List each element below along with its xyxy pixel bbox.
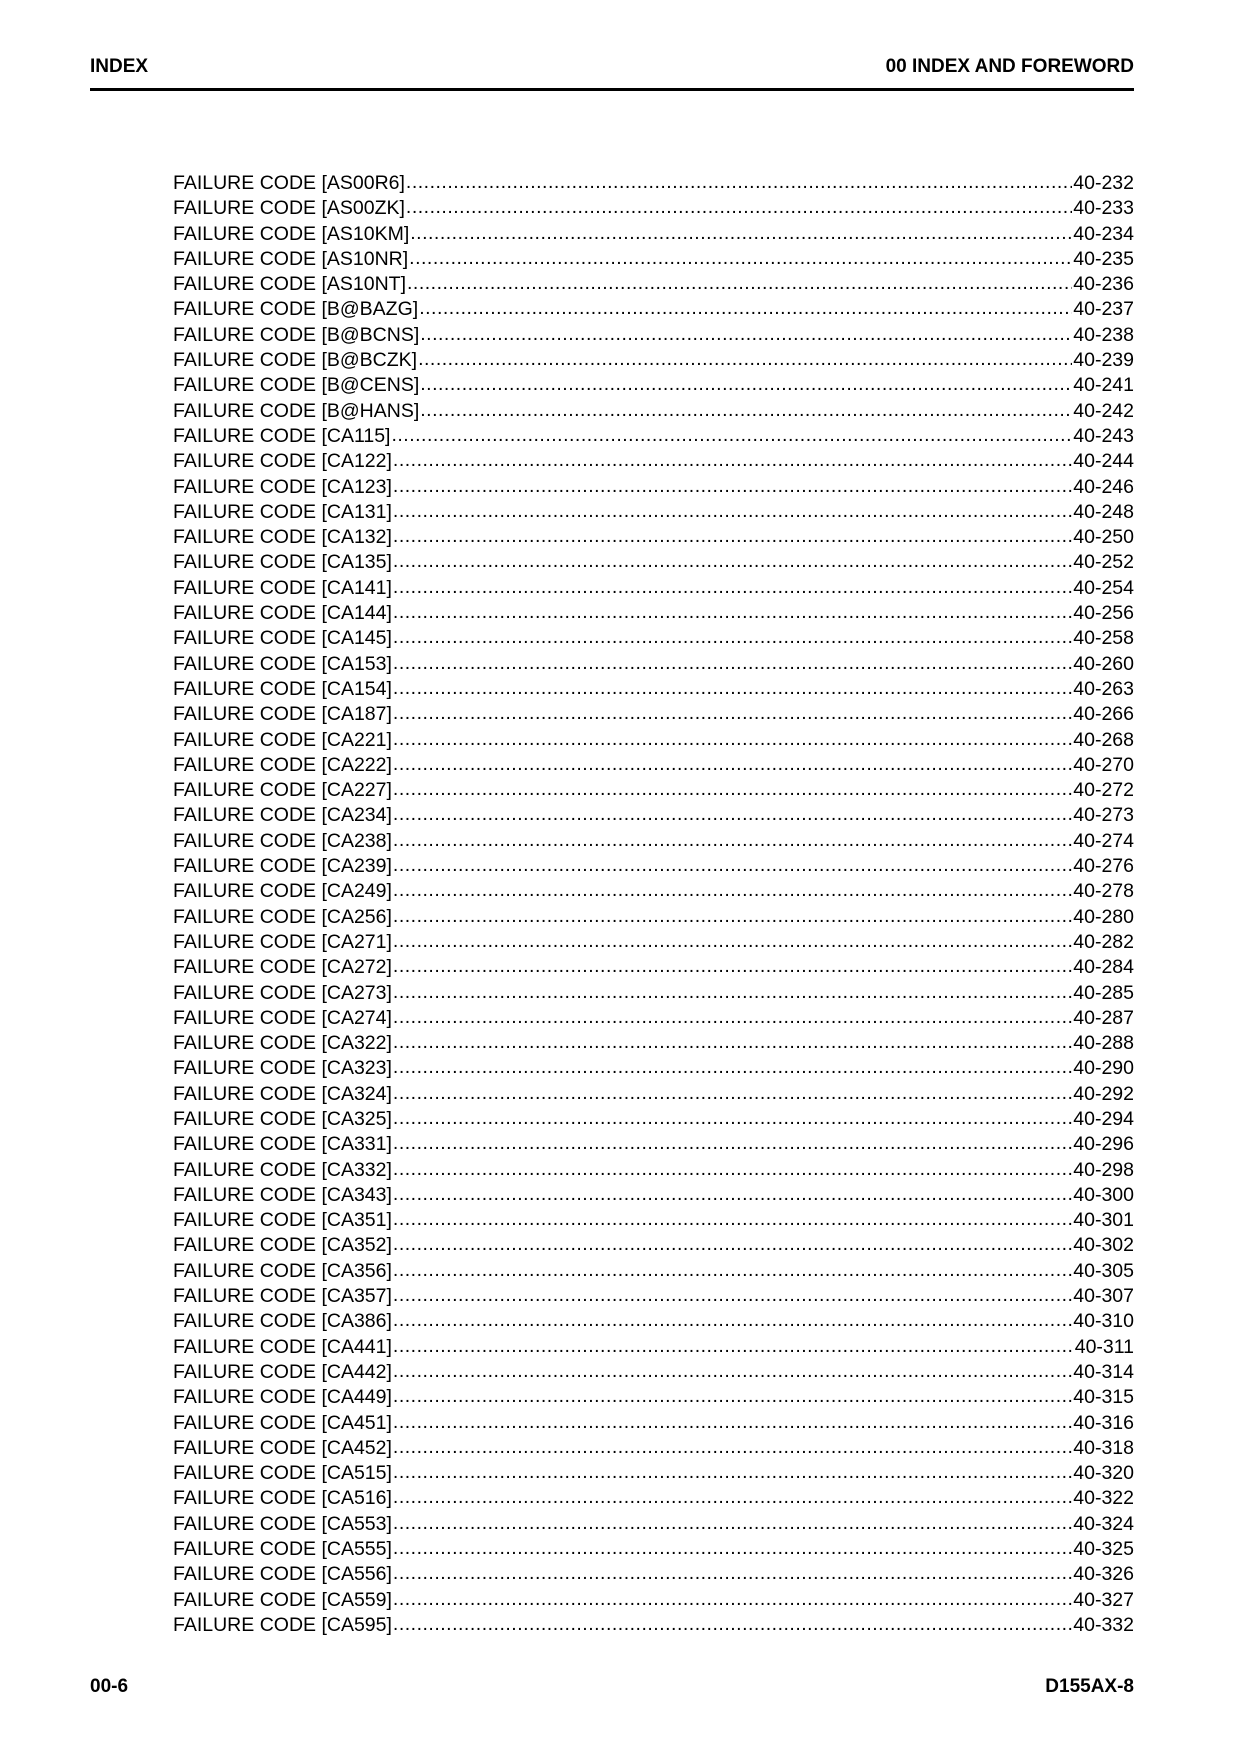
dot-leader [393, 575, 1072, 600]
entry-page-ref: 40-296 [1073, 1133, 1134, 1156]
index-entry[interactable] [173, 677, 1134, 702]
entry-page-ref: 40-284 [1073, 956, 1134, 979]
dot-leader [420, 398, 1072, 423]
dot-leader [393, 1232, 1072, 1257]
dot-leader [393, 1359, 1072, 1384]
entry-label: FAILURE CODE [CA131] [173, 500, 392, 523]
dot-leader [393, 1106, 1072, 1131]
index-entry[interactable] [173, 803, 1134, 828]
entry-label: FAILURE CODE [CA115] [173, 424, 391, 447]
index-entry[interactable] [173, 778, 1134, 803]
entry-page-ref: 40-254 [1073, 576, 1134, 599]
entry-page-ref: 40-272 [1073, 779, 1134, 802]
entry-label: FAILURE CODE [CA227] [173, 779, 392, 802]
entry-page-ref: 40-292 [1073, 1082, 1134, 1105]
entry-page-ref: 40-252 [1073, 551, 1134, 574]
dot-leader [393, 980, 1072, 1005]
dot-leader [393, 1283, 1072, 1308]
entry-label: FAILURE CODE [CA559] [173, 1588, 392, 1611]
dot-leader [409, 246, 1072, 271]
dot-leader [393, 1612, 1072, 1637]
index-entry[interactable] [173, 1107, 1134, 1132]
entry-page-ref: 40-316 [1073, 1411, 1134, 1434]
index-entry[interactable] [173, 601, 1134, 626]
entry-label: FAILURE CODE [CA123] [173, 475, 392, 498]
entry-label: FAILURE CODE [AS00ZK] [173, 197, 405, 220]
index-entry[interactable] [173, 981, 1134, 1006]
entry-page-ref: 40-310 [1073, 1310, 1134, 1333]
entry-page-ref: 40-327 [1073, 1588, 1134, 1611]
entry-page-ref: 40-314 [1073, 1360, 1134, 1383]
dot-leader [393, 1334, 1074, 1359]
entry-label: FAILURE CODE [CA386] [173, 1310, 392, 1333]
entry-label: FAILURE CODE [CA239] [173, 855, 392, 878]
index-entry[interactable] [173, 955, 1134, 980]
entry-page-ref: 40-274 [1073, 829, 1134, 852]
entry-page-ref: 40-239 [1073, 349, 1134, 372]
entry-page-ref: 40-307 [1073, 1285, 1134, 1308]
index-entry[interactable] [173, 1562, 1134, 1587]
entry-label: FAILURE CODE [CA122] [173, 450, 392, 473]
entry-page-ref: 40-320 [1073, 1462, 1134, 1485]
dot-leader [406, 170, 1072, 195]
index-entry[interactable] [173, 1158, 1134, 1183]
entry-label: FAILURE CODE [CA234] [173, 804, 392, 827]
index-entry[interactable] [173, 272, 1134, 297]
index-entry[interactable] [173, 1436, 1134, 1461]
entry-label: FAILURE CODE [CA553] [173, 1512, 392, 1535]
entry-label: FAILURE CODE [CA322] [173, 1032, 392, 1055]
index-entry[interactable] [173, 500, 1134, 525]
entry-label: FAILURE CODE [CA274] [173, 1006, 392, 1029]
dot-leader [418, 347, 1072, 372]
entry-label: FAILURE CODE [CA351] [173, 1209, 392, 1232]
entry-label: FAILURE CODE [CA441] [173, 1335, 392, 1358]
entry-label: FAILURE CODE [CA323] [173, 1057, 392, 1080]
dot-leader [393, 1308, 1072, 1333]
entry-label: FAILURE CODE [CA273] [173, 981, 392, 1004]
entry-page-ref: 40-301 [1073, 1209, 1134, 1232]
index-entry[interactable] [173, 753, 1134, 778]
dot-leader [393, 1536, 1072, 1561]
dot-leader [393, 1410, 1072, 1435]
index-entry[interactable] [173, 829, 1134, 854]
index-entry[interactable] [173, 879, 1134, 904]
entry-page-ref: 40-241 [1073, 374, 1134, 397]
index-entry[interactable] [173, 525, 1134, 550]
dot-leader [393, 651, 1072, 676]
index-entry[interactable] [173, 1537, 1134, 1562]
dot-leader [393, 828, 1072, 853]
entry-label: FAILURE CODE [CA271] [173, 930, 392, 953]
dot-leader [393, 1258, 1072, 1283]
index-entry[interactable] [173, 930, 1134, 955]
index-entry[interactable] [173, 1461, 1134, 1486]
index-list [173, 171, 1134, 1638]
entry-page-ref: 40-243 [1073, 424, 1134, 447]
dot-leader [393, 1384, 1072, 1409]
dot-leader [393, 474, 1072, 499]
entry-label: FAILURE CODE [CA515] [173, 1462, 392, 1485]
entry-label: FAILURE CODE [AS00R6] [173, 172, 405, 194]
entry-page-ref: 40-256 [1073, 602, 1134, 625]
index-entry[interactable] [173, 702, 1134, 727]
dot-leader [393, 1587, 1072, 1612]
page-footer [90, 1676, 1134, 1702]
entry-label: FAILURE CODE [CA449] [173, 1386, 392, 1409]
index-entry[interactable] [173, 247, 1134, 272]
index-entry[interactable] [173, 171, 1134, 196]
dot-leader [420, 372, 1072, 397]
entry-label: FAILURE CODE [CA154] [173, 677, 392, 700]
entry-page-ref: 40-324 [1073, 1512, 1134, 1535]
index-entry[interactable] [173, 1411, 1134, 1436]
entry-page-ref: 40-325 [1073, 1538, 1134, 1561]
dot-leader [393, 600, 1072, 625]
dot-leader [393, 954, 1072, 979]
index-entry[interactable] [173, 424, 1134, 449]
entry-label: FAILURE CODE [CA145] [173, 627, 392, 650]
index-entry[interactable] [173, 323, 1134, 348]
entry-page-ref: 40-280 [1073, 905, 1134, 928]
entry-page-ref: 40-278 [1073, 880, 1134, 903]
entry-page-ref: 40-302 [1073, 1234, 1134, 1257]
entry-label: FAILURE CODE [CA153] [173, 652, 392, 675]
dot-leader [393, 549, 1072, 574]
entry-label: FAILURE CODE [CA442] [173, 1360, 392, 1383]
entry-label: FAILURE CODE [CA141] [173, 576, 392, 599]
entry-label: FAILURE CODE [CA132] [173, 526, 392, 549]
entry-label: FAILURE CODE [CA451] [173, 1411, 392, 1434]
page-header [90, 56, 1134, 82]
index-entry[interactable] [173, 1208, 1134, 1233]
header-chapter-title: 00 INDEX AND FOREWORD [885, 56, 1134, 77]
entry-label: FAILURE CODE [CA135] [173, 551, 392, 574]
entry-label: FAILURE CODE [CA187] [173, 703, 392, 726]
index-entry[interactable] [173, 728, 1134, 753]
header-rule [90, 88, 1134, 91]
index-entry[interactable] [173, 1335, 1134, 1360]
dot-leader [393, 1005, 1072, 1030]
entry-label: FAILURE CODE [CA343] [173, 1183, 392, 1206]
entry-label: FAILURE CODE [CA324] [173, 1082, 392, 1105]
index-entry[interactable] [173, 1056, 1134, 1081]
model-code: D155AX-8 [1045, 1676, 1134, 1697]
dot-leader [393, 802, 1072, 827]
entry-label: FAILURE CODE [CA356] [173, 1259, 392, 1282]
entry-page-ref: 40-276 [1073, 855, 1134, 878]
index-entry[interactable] [173, 1233, 1134, 1258]
entry-page-ref: 40-332 [1073, 1613, 1134, 1636]
entry-page-ref: 40-282 [1073, 930, 1134, 953]
entry-page-ref: 40-290 [1073, 1057, 1134, 1080]
index-entry[interactable] [173, 449, 1134, 474]
entry-page-ref: 40-248 [1073, 500, 1134, 523]
dot-leader [393, 1131, 1072, 1156]
entry-label: FAILURE CODE [CA325] [173, 1107, 392, 1130]
index-entry[interactable] [173, 196, 1134, 221]
page-number: 00-6 [90, 1676, 129, 1697]
entry-page-ref: 40-300 [1073, 1183, 1134, 1206]
dot-leader [393, 1157, 1072, 1182]
entry-label: FAILURE CODE [AS10NT] [173, 273, 406, 296]
entry-label: FAILURE CODE [AS10KM] [173, 222, 410, 245]
entry-page-ref: 40-263 [1073, 677, 1134, 700]
entry-label: FAILURE CODE [CA256] [173, 905, 392, 928]
entry-page-ref: 40-260 [1073, 652, 1134, 675]
index-entry[interactable] [173, 1031, 1134, 1056]
entry-label: FAILURE CODE [CA272] [173, 956, 392, 979]
index-entry[interactable] [173, 1082, 1134, 1107]
index-entry[interactable] [173, 297, 1134, 322]
dot-leader [393, 448, 1072, 473]
dot-leader [393, 878, 1072, 903]
index-entry[interactable] [173, 348, 1134, 373]
dot-leader [393, 1055, 1072, 1080]
dot-leader [393, 929, 1072, 954]
entry-page-ref: 40-250 [1073, 526, 1134, 549]
entry-label: FAILURE CODE [CA595] [173, 1613, 392, 1636]
dot-leader [393, 727, 1072, 752]
entry-page-ref: 40-273 [1073, 804, 1134, 827]
dot-leader [393, 777, 1072, 802]
index-entry[interactable] [173, 1183, 1134, 1208]
entry-label: FAILURE CODE [B@HANS] [173, 399, 420, 422]
dot-leader [393, 1081, 1072, 1106]
index-entry[interactable] [173, 222, 1134, 247]
entry-label: FAILURE CODE [CA352] [173, 1234, 392, 1257]
dot-leader [406, 195, 1072, 220]
dot-leader [393, 1435, 1072, 1460]
header-section-title: INDEX [90, 56, 149, 77]
entry-label: FAILURE CODE [CA222] [173, 753, 392, 776]
index-entry[interactable] [173, 1360, 1134, 1385]
dot-leader [393, 752, 1072, 777]
entry-page-ref: 40-305 [1073, 1259, 1134, 1282]
entry-label: FAILURE CODE [CA238] [173, 829, 392, 852]
dot-leader [393, 1485, 1072, 1510]
entry-page-ref: 40-266 [1073, 703, 1134, 726]
entry-label: FAILURE CODE [CA555] [173, 1538, 392, 1561]
dot-leader [393, 499, 1072, 524]
dot-leader [391, 423, 1072, 448]
entry-page-ref: 40-236 [1073, 273, 1134, 296]
dot-leader [393, 904, 1072, 929]
entry-label: FAILURE CODE [B@CENS] [173, 374, 420, 397]
dot-leader [420, 322, 1072, 347]
dot-leader [393, 1511, 1072, 1536]
dot-leader [393, 853, 1072, 878]
entry-label: FAILURE CODE [CA357] [173, 1285, 392, 1308]
index-entry[interactable] [173, 1512, 1134, 1537]
index-entry[interactable] [173, 854, 1134, 879]
dot-leader [393, 701, 1072, 726]
entry-page-ref: 40-233 [1073, 197, 1134, 220]
entry-page-ref: 40-326 [1073, 1563, 1134, 1586]
entry-page-ref: 40-268 [1073, 728, 1134, 751]
entry-page-ref: 40-238 [1073, 323, 1134, 346]
entry-page-ref: 40-315 [1073, 1386, 1134, 1409]
dot-leader [410, 221, 1072, 246]
index-entry[interactable] [173, 1259, 1134, 1284]
index-entry[interactable] [173, 1588, 1134, 1613]
entry-label: FAILURE CODE [B@BAZG] [173, 298, 419, 321]
entry-page-ref: 40-287 [1073, 1006, 1134, 1029]
dot-leader [393, 676, 1072, 701]
entry-page-ref: 40-318 [1073, 1436, 1134, 1459]
entry-label: FAILURE CODE [B@BCNS] [173, 323, 420, 346]
entry-page-ref: 40-294 [1073, 1107, 1134, 1130]
index-entry[interactable] [173, 1613, 1134, 1638]
dot-leader [419, 296, 1072, 321]
entry-label: FAILURE CODE [CA144] [173, 602, 392, 625]
index-entry[interactable] [173, 1486, 1134, 1511]
dot-leader [393, 1030, 1072, 1055]
dot-leader [393, 625, 1072, 650]
entry-label: FAILURE CODE [CA332] [173, 1158, 392, 1181]
index-entry[interactable] [173, 626, 1134, 651]
entry-page-ref: 40-270 [1073, 753, 1134, 776]
entry-page-ref: 40-285 [1073, 981, 1134, 1004]
dot-leader [393, 1182, 1072, 1207]
dot-leader [393, 524, 1072, 549]
entry-label: FAILURE CODE [CA221] [173, 728, 392, 751]
index-entry[interactable] [173, 652, 1134, 677]
index-entry[interactable] [173, 550, 1134, 575]
dot-leader [393, 1207, 1072, 1232]
entry-page-ref: 40-235 [1073, 247, 1134, 270]
entry-label: FAILURE CODE [CA516] [173, 1487, 392, 1510]
entry-page-ref: 40-234 [1073, 222, 1134, 245]
entry-page-ref: 40-298 [1073, 1158, 1134, 1181]
index-entry[interactable] [173, 1309, 1134, 1334]
entry-page-ref: 40-288 [1073, 1032, 1134, 1055]
entry-page-ref: 40-232 [1073, 172, 1134, 194]
index-entry[interactable] [173, 576, 1134, 601]
entry-label: FAILURE CODE [AS10NR] [173, 247, 409, 270]
entry-page-ref: 40-244 [1073, 450, 1134, 473]
index-entry[interactable] [173, 373, 1134, 398]
index-entry[interactable] [173, 1132, 1134, 1157]
index-entry[interactable] [173, 1284, 1134, 1309]
index-entry[interactable] [173, 1385, 1134, 1410]
entry-label: FAILURE CODE [CA331] [173, 1133, 392, 1156]
entry-label: FAILURE CODE [CA452] [173, 1436, 392, 1459]
entry-label: FAILURE CODE [CA556] [173, 1563, 392, 1586]
index-entry[interactable] [173, 399, 1134, 424]
dot-leader [407, 271, 1072, 296]
dot-leader [393, 1460, 1072, 1485]
entry-page-ref: 40-246 [1073, 475, 1134, 498]
entry-page-ref: 40-258 [1073, 627, 1134, 650]
index-entry[interactable] [173, 475, 1134, 500]
index-entry[interactable] [173, 905, 1134, 930]
entry-page-ref: 40-242 [1073, 399, 1134, 422]
entry-page-ref: 40-311 [1074, 1335, 1134, 1358]
entry-page-ref: 40-322 [1073, 1487, 1134, 1510]
entry-label: FAILURE CODE [B@BCZK] [173, 349, 418, 372]
entry-page-ref: 40-237 [1073, 298, 1134, 321]
dot-leader [393, 1561, 1072, 1586]
entry-label: FAILURE CODE [CA249] [173, 880, 392, 903]
index-entry[interactable] [173, 1006, 1134, 1031]
